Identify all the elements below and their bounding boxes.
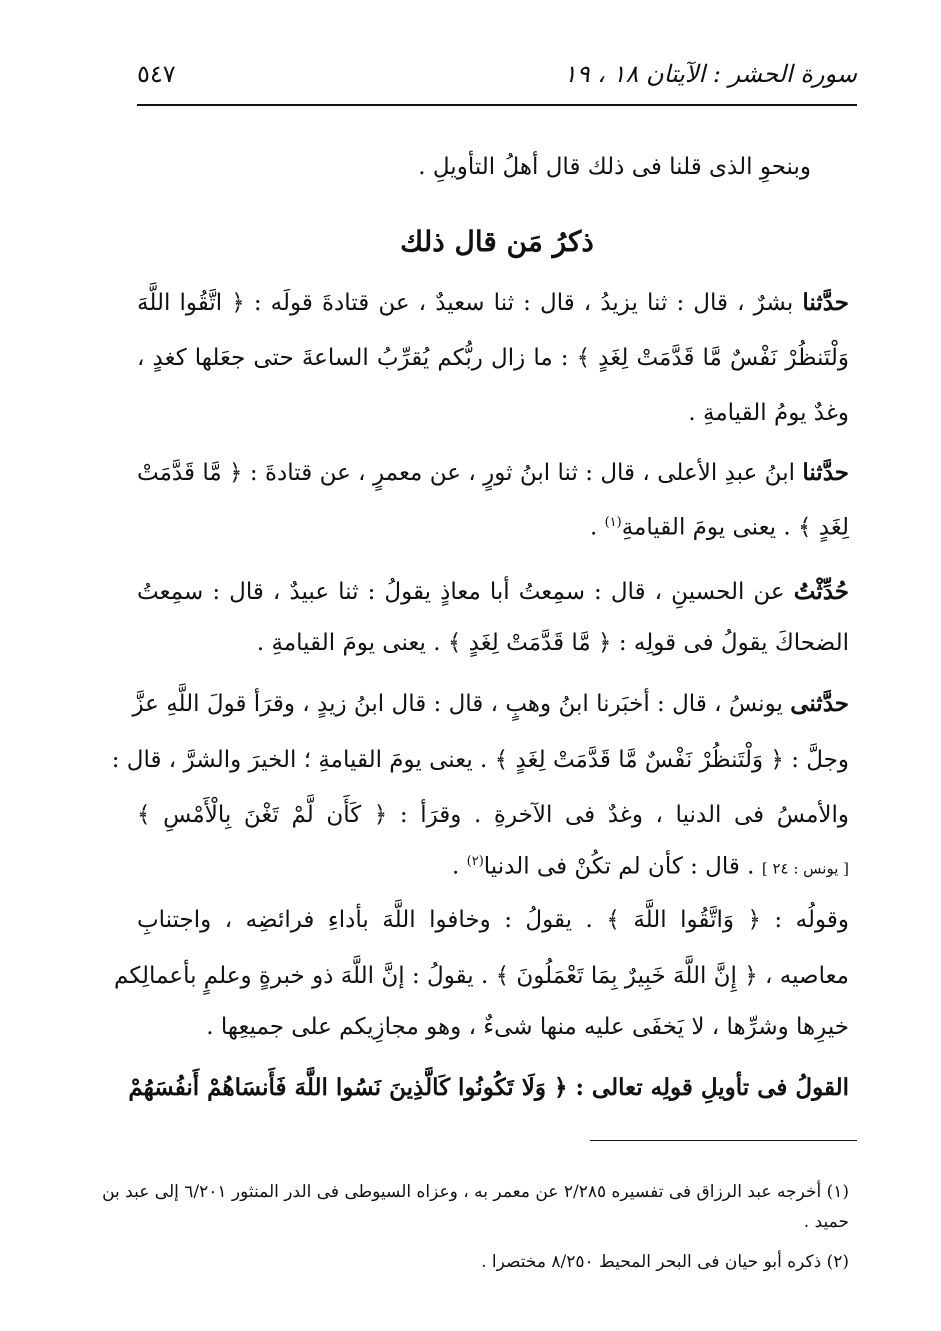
footnote-1-line1: (١) أخرجه عبد الرزاق فى تفسيره ٢/٢٨٥ عن معمر به ، وعزاه السيوطى فى الدر المنثور ٦/٢٠١ إلى عبد بن <box>102 1182 849 1202</box>
para4-line2: وجلَّ : ﴿ وَلْتَنظُرْ نَفْسٌ مَّا قَدَّمَتْ لِغَدٍ ﴾ . يعنى يومَ القيامةِ ؛ الخيرَ والشرَّ ، قال : <box>111 747 849 773</box>
para4-line1 <box>132 689 849 719</box>
footnote-ref-2[interactable]: (٢) <box>466 854 484 869</box>
para2-line2 <box>590 508 849 543</box>
para4-line4-text: . قال : كأن لم تكُنْ فى الدنيا <box>483 853 762 880</box>
para5-line1: وقولُه : ﴿ وَاتَّقُوا اللَّهَ ﴾ . يقولُ : وخافوا اللَّهَ بأداءِ فرائضِه ، واجتنابِ <box>137 907 849 933</box>
intro-line: وبنحوِ الذى قلنا فى ذلك قال أهلُ التأويلِ . <box>418 154 811 180</box>
para1-lead: حدَّثنا <box>802 289 850 316</box>
para4-line4 <box>452 847 849 884</box>
running-title: سورة الحشر : الآيتان ١٨ ، ١٩ <box>563 60 857 88</box>
para6-verse: ﴿ وَلَا تَكُونُوا كَالَّذِينَ نَسُوا اللَّهَ فَأَنسَاهُمْ أَنفُسَهُمْ <box>128 1074 576 1101</box>
running-header <box>137 58 857 98</box>
para4-line1-text: يونسُ ، قال : أخبَرنا ابنُ وهبٍ ، قال : قال ابنُ زيدٍ ، وقرَأ قولَ اللَّهِ عزَّ <box>132 691 783 717</box>
para1-line1 <box>137 288 849 318</box>
para3-line1-text: عن الحسينِ ، قال : سمِعتُ أبا معاذٍ يقولُ : ثنا عبيدٌ ، قال : سمِعتُ <box>137 579 785 605</box>
para2-line1-text: ابنُ عبدِ الأعلى ، قال : ثنا ابنُ ثورٍ ، عن معمرٍ ، عن قتادةَ : ﴿ مَّا قَدَّمَتْ <box>137 460 795 486</box>
para3-line1 <box>137 577 849 607</box>
para4-line3: والأمسُ فى الدنيا ، وغدٌ فى الآخرةِ . وقرَأ : ﴿ كَأَن لَّمْ تَغْنَ بِالْأَمْسِ ﴾ <box>137 802 849 828</box>
para5-line3: خيرِها وشرِّها ، لا يَخفَى عليه منها شىءٌ ، وهو مجازِيكم على جميعِها . <box>206 1014 849 1040</box>
para1-line3: وغدٌ يومُ القيامةِ . <box>688 400 849 426</box>
para6-line1 <box>128 1073 849 1103</box>
para2-line2-text: لِغَدٍ ﴾ . يعنى يومَ القيامةِ <box>621 514 849 541</box>
footnote-1-line2: حميد . <box>803 1212 849 1232</box>
footnote-2: (٢) ذكره أبو حيان فى البحر المحيط ٨/٢٥٠ مختصرا . <box>481 1252 849 1272</box>
para5-line2: معاصيه ، ﴿ إِنَّ اللَّهَ خَبِيرٌ بِمَا تَعْمَلُونَ ﴾ . يقولُ : إنَّ اللَّهَ ذو خبرةٍ وعلمٍ بأعمالِكم <box>114 963 849 989</box>
para1-line2: وَلْتَنظُرْ نَفْسٌ مَّا قَدَّمَتْ لِغَدٍ ﴾ : ما زال ربُّكم يُقرِّبُ الساعةَ حتى جعَلها كغدٍ ، <box>137 345 849 371</box>
section-heading: ذكرُ مَن قال ذلك <box>400 225 594 258</box>
para2-lead: حدَّثنا <box>802 459 849 486</box>
para2-line2-end: . <box>589 514 605 541</box>
footnote-divider <box>590 1140 857 1141</box>
header-divider <box>137 104 857 106</box>
footnote-ref-1[interactable]: (١) <box>604 515 622 530</box>
para6-lead: القولُ فى تأويلِ قولِه تعالى : <box>575 1074 849 1101</box>
verse-citation: [ يونس : ٢٤ ] <box>761 859 849 878</box>
para2-line1 <box>137 458 849 488</box>
para3-lead: حُدِّثْتُ <box>793 578 850 605</box>
page-number: ٥٤٧ <box>137 60 176 88</box>
para3-line2: الضحاكَ يقولُ فى قولِه : ﴿ مَّا قَدَّمَتْ لِغَدٍ ﴾ . يعنى يومَ القيامةِ . <box>256 630 849 656</box>
para1-line1-text: بشرٌ ، قال : ثنا يزيدُ ، قال : ثنا سعيدٌ ، عن قتادةَ قولَه : ﴿ اتَّقُوا اللَّهَ <box>137 290 794 316</box>
para4-line4-end: . <box>452 853 467 880</box>
para4-lead: حدَّثنى <box>790 690 849 717</box>
